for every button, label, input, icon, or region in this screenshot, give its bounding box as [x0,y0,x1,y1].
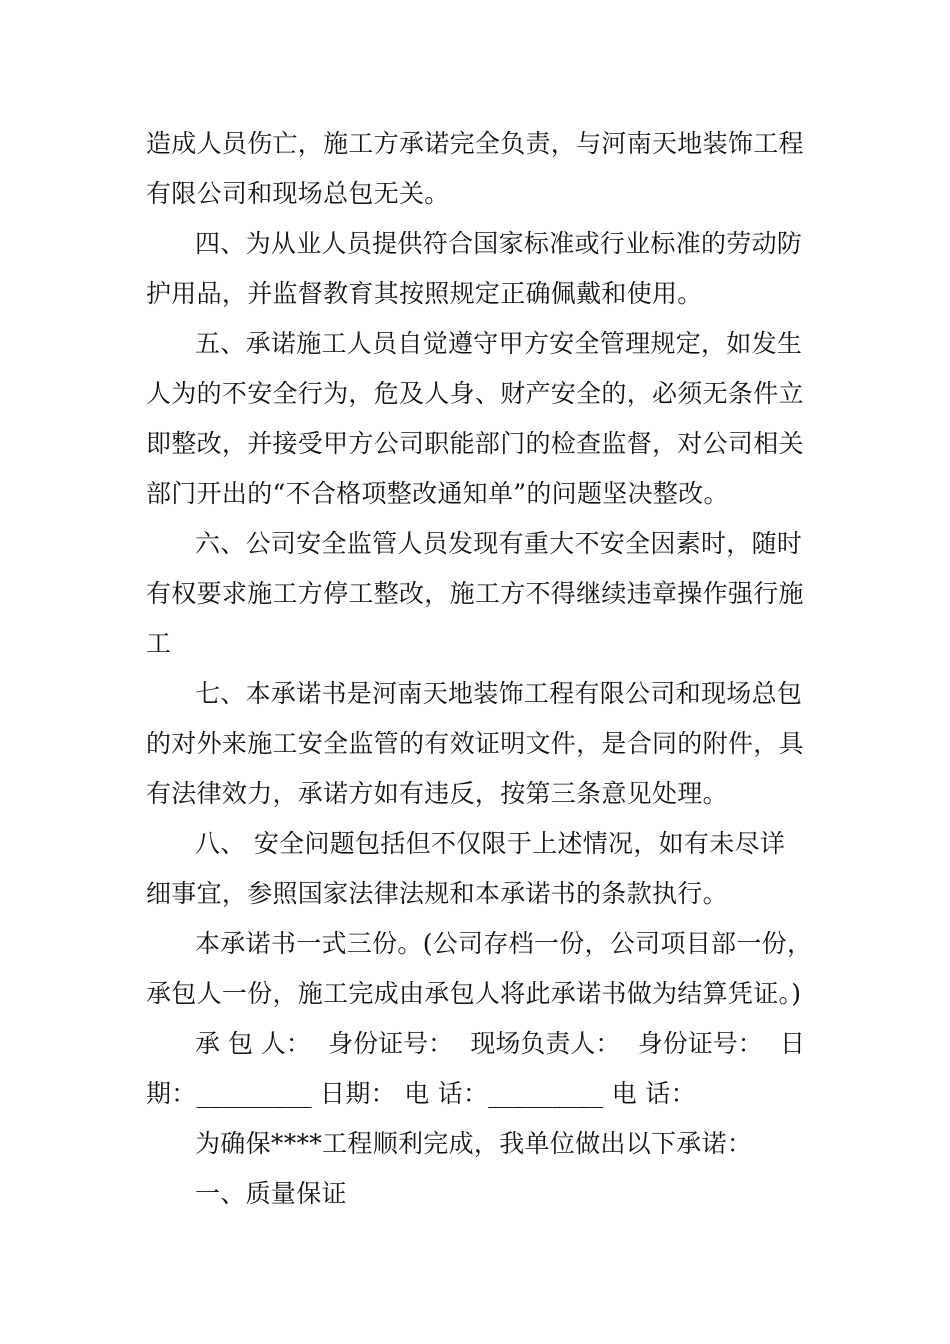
clause-six-line: 六、公司安全监管人员发现有重大不安全因素时，随时 [195,529,803,558]
text-line: 即整改，并接受甲方公司职能部门的检查监督，对公司相关 [146,429,804,458]
text-line: 细事宜，参照国家法律法规和本承诺书的条款执行。 [146,879,728,908]
text-line: 造成人员伤亡，施工方承诺完全负责，与河南天地装饰工程 [146,129,804,158]
text-line: 的对外来施工安全监管的有效证明文件，是合同的附件，具 [146,729,804,758]
id-number-label: 身份证号： [328,1029,454,1058]
copies-note-line: 本承诺书一式三份。(公司存档一份，公司项目部一份， [195,929,813,958]
date-phone-row: 期：_________ 日期： 电 话：_________ 电 话： [146,1079,696,1108]
text-line: 护用品，并监督教育其按照规定正确佩戴和使用。 [146,279,703,308]
text-line: 有限公司和现场总包无关。 [146,179,450,208]
clause-five-line: 五、承诺施工人员自觉遵守甲方安全管理规定，如发生 [195,329,803,358]
date-label-start: 日 [779,1029,805,1058]
clause-four-line: 四、为从业人员提供符合国家标准或行业标准的劳动防 [195,229,803,258]
site-manager-label: 现场负责人： [470,1029,621,1058]
contractor-label: 承 包 人： [195,1029,311,1058]
clause-eight-line: 八、 安全问题包括但不仅限于上述情况，如有未尽详 [195,829,786,858]
section-heading-quality: 一、质量保证 [195,1179,347,1208]
text-line: 工 [146,629,172,658]
text-line: 部门开出的“不合格项整改通知单”的问题坚决整改。 [146,479,729,508]
clause-seven-line: 七、本承诺书是河南天地装饰工程有限公司和现场总包 [195,679,803,708]
commitment-intro-line: 为确保****工程顺利完成，我单位做出以下承诺： [195,1129,753,1158]
text-line: 人为的不安全行为，危及人身、财产安全的，必须无条件立 [146,379,804,408]
signature-row [195,1028,805,1060]
text-line: 有权要求施工方停工整改，施工方不得继续违章操作强行施 [146,579,804,608]
text-line: 有法律效力，承诺方如有违反，按第三条意见处理。 [146,779,728,808]
id-number-label: 身份证号： [637,1029,763,1058]
text-line: 承包人一份，施工完成由承包人将此承诺书做为结算凭证。) [146,979,802,1008]
